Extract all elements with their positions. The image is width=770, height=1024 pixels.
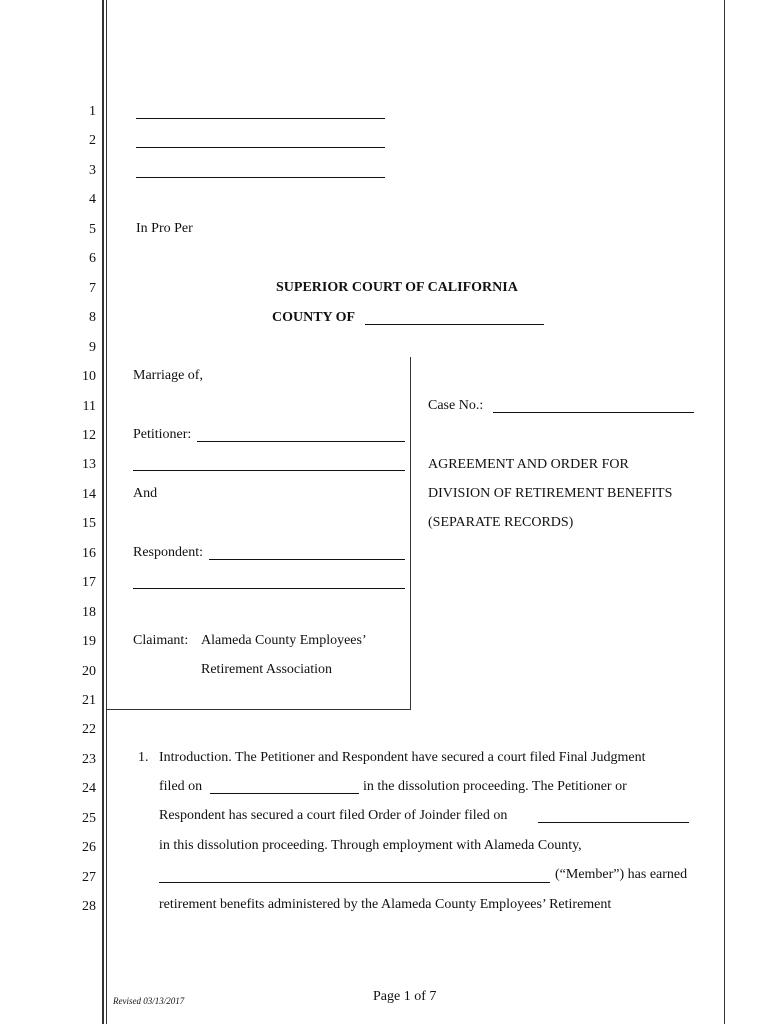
line-number: 19 — [82, 634, 96, 649]
line-number: 28 — [82, 899, 96, 914]
revised-date: Revised 03/13/2017 — [113, 996, 185, 1006]
left-margin-rule-inner — [106, 0, 107, 1024]
party-address-blank[interactable] — [136, 147, 385, 148]
line-number: 18 — [82, 605, 96, 620]
document-title-line3: (SEPARATE RECORDS) — [428, 515, 574, 530]
line-number: 2 — [89, 133, 96, 148]
county-label: COUNTY OF — [272, 310, 356, 325]
line-number: 16 — [82, 546, 96, 561]
line-number: 26 — [82, 840, 96, 855]
line-number: 14 — [82, 487, 96, 502]
line-number: 13 — [82, 457, 96, 472]
line-number: 25 — [82, 811, 96, 826]
line-number: 15 — [82, 516, 96, 531]
line-number: 17 — [82, 575, 96, 590]
body-line-6: retirement benefits administered by the Alameda County Employees’ Retirement — [159, 897, 612, 912]
court-name: SUPERIOR COURT OF CALIFORNIA — [276, 280, 518, 295]
line-number: 22 — [82, 722, 96, 737]
petitioner-name-blank[interactable] — [197, 441, 405, 442]
line-number: 1 — [89, 104, 96, 119]
body-line-1: Introduction. The Petitioner and Respondent have secured a court filed Final Judgment — [159, 750, 646, 765]
line-number: 23 — [82, 752, 96, 767]
body-line-4: in this dissolution proceeding. Through employment with Alameda County, — [159, 838, 582, 853]
line-number: 12 — [82, 428, 96, 443]
county-blank[interactable] — [365, 324, 544, 325]
line-number: 5 — [89, 222, 96, 237]
line-number: 7 — [89, 281, 96, 296]
line-number: 24 — [82, 781, 96, 796]
respondent-name-blank[interactable] — [209, 559, 405, 560]
case-number-blank[interactable] — [493, 412, 694, 413]
respondent-name-blank-2[interactable] — [133, 588, 405, 589]
and-label: And — [133, 486, 158, 501]
respondent-label: Respondent: — [133, 545, 203, 560]
line-number: 9 — [89, 340, 96, 355]
petitioner-label: Petitioner: — [133, 427, 192, 442]
member-name-blank[interactable] — [159, 882, 550, 883]
claimant-label: Claimant: — [133, 633, 189, 648]
joinder-filed-date-blank[interactable] — [538, 822, 689, 823]
body-line-5b: (“Member”) has earned — [555, 867, 688, 882]
line-number: 6 — [89, 251, 96, 266]
line-number: 27 — [82, 870, 96, 885]
in-pro-per-label: In Pro Per — [136, 221, 193, 236]
line-number: 11 — [82, 399, 96, 414]
page-number: Page 1 of 7 — [373, 989, 437, 1004]
body-line-3a: Respondent has secured a court filed Order of Joinder filed on — [159, 808, 508, 823]
document-title-line2: DIVISION OF RETIREMENT BENEFITS — [428, 486, 673, 501]
body-line-2b: in the dissolution proceeding. The Petitioner or — [363, 779, 627, 794]
right-margin-rule — [724, 0, 725, 1024]
party-name-blank[interactable] — [136, 118, 385, 119]
claimant-name-line2: Retirement Association — [201, 662, 333, 677]
claimant-name-line1: Alameda County Employees’ — [201, 633, 367, 648]
line-number: 4 — [89, 192, 96, 207]
left-margin-rule-outer — [102, 0, 104, 1024]
line-number: 21 — [82, 693, 96, 708]
paragraph-number: 1. — [138, 750, 149, 765]
marriage-of-label: Marriage of, — [133, 368, 203, 383]
petitioner-name-blank-2[interactable] — [133, 470, 405, 471]
caption-divider-vertical — [410, 357, 411, 709]
body-line-2a: filed on — [159, 779, 203, 794]
judgment-filed-date-blank[interactable] — [210, 793, 359, 794]
line-number: 3 — [89, 163, 96, 178]
line-number: 8 — [89, 310, 96, 325]
document-title-line1: AGREEMENT AND ORDER FOR — [428, 457, 629, 472]
line-number: 10 — [82, 369, 96, 384]
case-number-label: Case No.: — [428, 398, 484, 413]
caption-divider-horizontal — [107, 709, 411, 710]
party-phone-blank[interactable] — [136, 177, 385, 178]
line-number: 20 — [82, 664, 96, 679]
